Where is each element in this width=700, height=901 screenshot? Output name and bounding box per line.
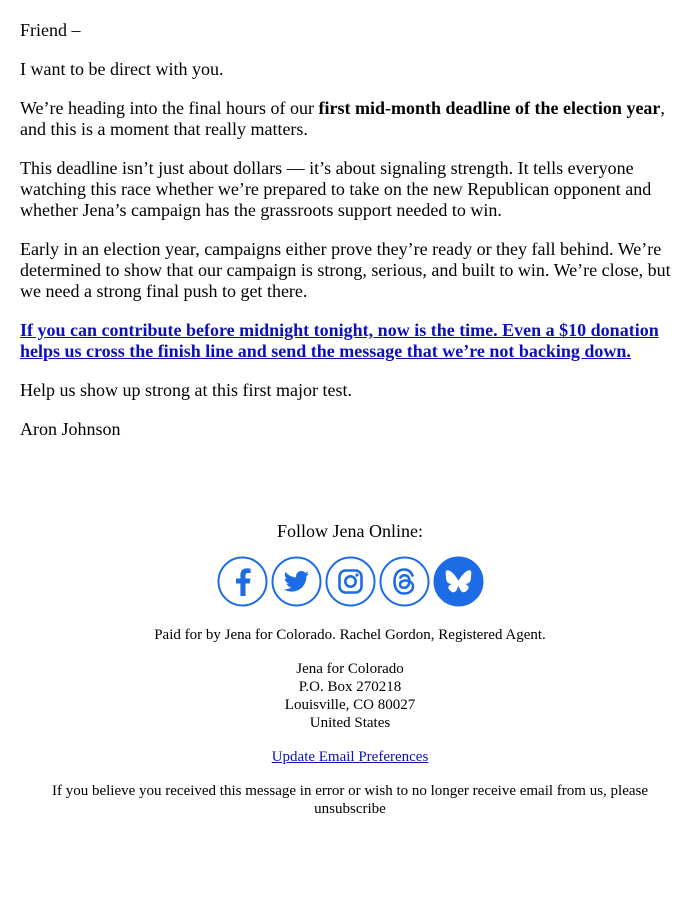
- unsubscribe-notice[interactable]: If you believe you received this message in error or wish to no longer receive email from us, please unsubscribe: [51, 783, 649, 817]
- paragraph-show-up: Help us show up strong at this first major test.: [20, 380, 352, 400]
- address-line: Jena for Colorado: [296, 661, 404, 677]
- address-line: Louisville, CO 80027: [284, 697, 416, 713]
- paragraph-direct: I want to be direct with you.: [20, 59, 224, 79]
- twitter-icon[interactable]: [271, 556, 322, 607]
- signature: Aron Johnson: [20, 419, 121, 439]
- paragraph-deadline-text: We’re heading into the final hours of our: [20, 98, 319, 118]
- facebook-icon[interactable]: [217, 556, 268, 607]
- donate-link[interactable]: If you can contribute before midnight tonight, now is the time. Even a $10 donation helps us cross the finish line and send the message that we’re not backing down.: [20, 320, 659, 361]
- follow-heading: Follow Jena Online:: [277, 521, 423, 541]
- bluesky-icon[interactable]: [433, 556, 484, 607]
- social-links: [0, 556, 700, 607]
- deadline-emphasis: first mid-month deadline of the election year: [318, 98, 661, 118]
- paragraph-strength: This deadline isn’t just about dollars — it’s about signaling strength. It tells everyone watching this race whether we’re prepared to take on the new Republican opponent and whether Jena’s campaign has the grassroots support needed to win.: [20, 158, 652, 220]
- paragraph-deadline: [20, 98, 685, 140]
- preferences-row: [0, 748, 700, 766]
- paid-for-disclaimer: Paid for by Jena for Colorado. Rachel Gordon, Registered Agent.: [154, 627, 546, 643]
- address-line: P.O. Box 270218: [298, 679, 402, 695]
- paragraph-deadline-tail: , and this is a moment that really matters.: [20, 98, 665, 139]
- mailing-address: [0, 660, 700, 732]
- cta-paragraph: [20, 320, 685, 362]
- paragraph-election-year: Early in an election year, campaigns either prove they’re ready or they fall behind. We’re determined to show that our campaign is strong, serious, and built to win. We’re close, but we need a strong final push to get there.: [20, 239, 671, 301]
- greeting: Friend –: [20, 20, 81, 40]
- instagram-icon[interactable]: [325, 556, 376, 607]
- update-email-preferences-link[interactable]: Update Email Preferences: [271, 749, 429, 765]
- email-footer: [0, 520, 700, 818]
- address-line: United States: [309, 715, 391, 731]
- email-body: [20, 20, 685, 458]
- threads-icon[interactable]: [379, 556, 430, 607]
